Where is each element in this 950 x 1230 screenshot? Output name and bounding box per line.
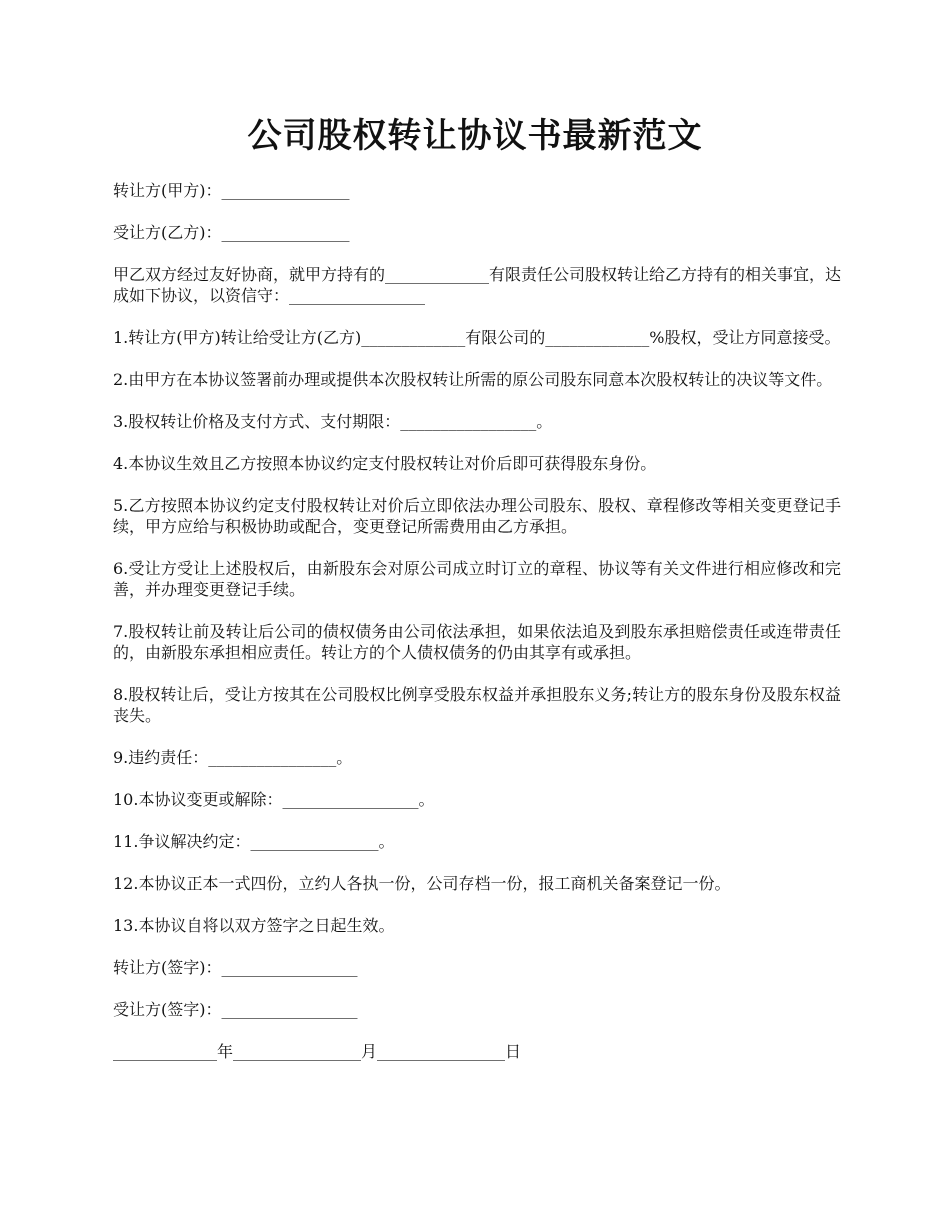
- transferee-signature-line: 受让方(签字)：_________________: [113, 1000, 358, 1019]
- clause-5: 5.乙方按照本协议约定支付股权转让对价后立即依法办理公司股东、股权、章程修改等相关变更登记手续，甲方应给与积极协助或配合，变更登记所需费用由乙方承担。: [113, 496, 841, 536]
- preamble: 甲乙双方经过友好协商，就甲方持有的_____________有限责任公司股权转让给乙方持有的相关事宜，达成如下协议，以资信守：_________________: [113, 265, 842, 305]
- clause-10: 10.本协议变更或解除：_________________。: [113, 790, 435, 809]
- clause-13: 13.本协议自将以双方签字之日起生效。: [113, 916, 395, 935]
- clause-6: 6.受让方受让上述股权后，由新股东会对原公司成立时订立的章程、协议等有关文件进行相应修改和完善，并办理变更登记手续。: [113, 559, 841, 599]
- transferor-signature-line: 转让方(签字)：_________________: [113, 958, 358, 977]
- date-line: _____________年________________月________________日: [113, 1042, 522, 1061]
- transferee-line: 受让方(乙方)：________________: [113, 223, 350, 242]
- clause-2: 2.由甲方在本协议签署前办理或提供本次股权转让所需的原公司股东同意本次股权转让的决议等文件。: [113, 370, 833, 389]
- transferor-line: 转让方(甲方)：________________: [113, 181, 350, 200]
- document-body: [113, 180, 841, 1083]
- clause-7: 7.股权转让前及转让后公司的债权债务由公司依法承担，如果依法追及到股东承担赔偿责任或连带责任的，由新股东承担相应责任。转让方的个人债权债务的仍由其享有或承担。: [113, 622, 841, 662]
- clause-3: 3.股权转让价格及支付方式、支付期限：_________________。: [113, 412, 553, 431]
- clause-8: 8.股权转让后，受让方按其在公司股权比例享受股东权益并承担股东义务;转让方的股东身份及股东权益丧失。: [113, 685, 841, 725]
- clause-9: 9.违约责任：________________。: [113, 748, 353, 767]
- document-title: 公司股权转让协议书最新范文: [247, 116, 703, 156]
- clause-1: 1.转让方(甲方)转让给受让方(乙方)_____________有限公司的_____________%股权，受让方同意接受。: [113, 328, 841, 347]
- clause-11: 11.争议解决约定：________________。: [113, 832, 395, 851]
- clause-12: 12.本协议正本一式四份，立约人各执一份，公司存档一份，报工商机关备案登记一份。: [113, 874, 731, 893]
- clause-4: 4.本协议生效且乙方按照本协议约定支付股权转让对价后即可获得股东身份。: [113, 454, 657, 473]
